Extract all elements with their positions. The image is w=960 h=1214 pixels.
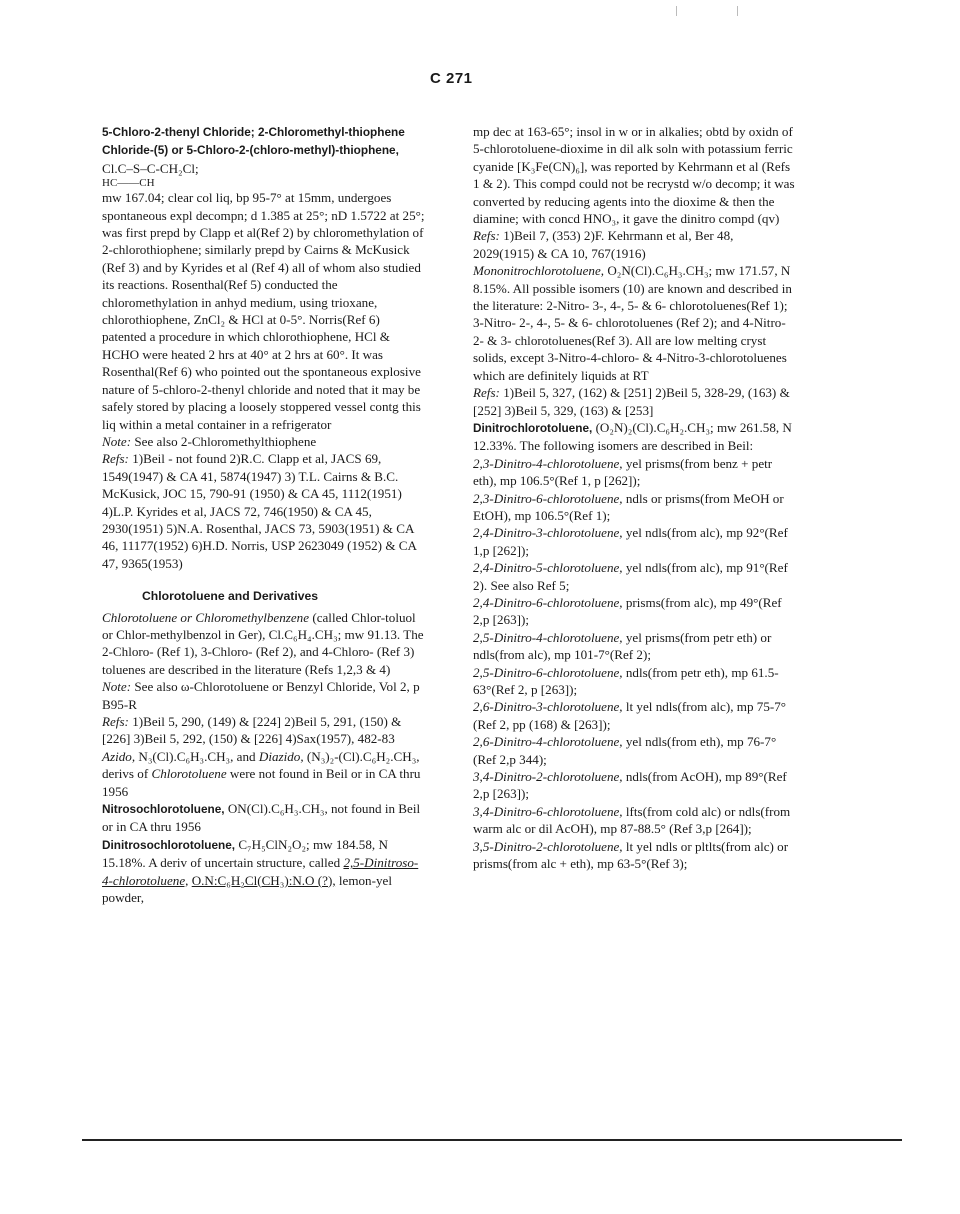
entry-heading: Dinitrochlorotoluene, bbox=[473, 420, 593, 435]
isomer-list bbox=[473, 455, 795, 873]
entry-note: Note: See also 2-Chloromethylthiophene bbox=[102, 433, 317, 449]
entry-heading: Nitrosochlorotoluene, bbox=[102, 802, 225, 817]
entry-heading: Mononitrochlorotoluene, bbox=[473, 263, 605, 279]
section-title: Chlorotoluene and Derivatives bbox=[142, 589, 319, 604]
entry-dinitrochlorotoluene: Dinitrochlorotoluene, (O₂N)₂(Cl).C₆H₂.CH₃; mw 261.58, N 12.33%. The following isomers are described in Beil: bbox=[473, 419, 792, 454]
entry-continuation: mp dec at 163-65°; insol in w or in alkalies; obtd by oxidn of 5-chlorotoluene-dioxime in dil alk soln with potassium ferric cyanide [K₃Fe(CN)₆], was reported by Kehrmann et al (Refs 1 & 2). This compd could not be recrystd w/o decomp; it was converted by reducing agents into the dioxime & then the diamine; with concd HNO₃, it gave the dinitro compd (qv) bbox=[473, 124, 795, 227]
isomer-item: 2,6-Dinitro-3-chlorotoluene, lt yel ndls(from alc), mp 75-7° (Ref 2, pp (168) & [263]); bbox=[473, 699, 787, 732]
isomer-item: 2,3-Dinitro-6-chlorotoluene, ndls or prisms(from MeOH or EtOH), mp 106.5°(Ref 1); bbox=[473, 490, 784, 523]
isomer-item: 3,5-Dinitro-2-chlorotoluene, lt yel ndls or pltlts(from alc) or prisms(from alc + eth), mp 63-5°(Ref 3); bbox=[473, 838, 789, 872]
scan-tick-mark bbox=[737, 6, 738, 16]
footer-rule bbox=[82, 1139, 902, 1141]
isomer-item: 3,4-Dinitro-6-chlorotoluene, lfts(from cold alc) or ndls(from warm alc or dil AcOH), mp 87-88.5° (Ref 3,p [264]); bbox=[473, 803, 791, 837]
structure-fragment: HC——CH bbox=[102, 177, 155, 190]
entry-formula: Cl.C–S–C-CH₂Cl; bbox=[102, 160, 199, 176]
entry-refs: Refs: 1)Beil - not found 2)R.C. Clapp et al, JACS 69, 1549(1947) & CA 41, 5874(1947) 3) T.L. Cairns & B.C. McKusick, JOC 15, 790-91 (1950) & CA 45, 1112(1951) 4)L.P. Kyrides et al, JACS 72, 746(1950) & CA 45, 2930(1951) 5)N.A. Rosenthal, JACS 73, 5903(1951) & CA 46, 11177(1952) 6)H.D. Norris, USP 2623049 (1952) & CA 47, 9365(1953) bbox=[102, 451, 417, 571]
isomer-item: 2,6-Dinitro-4-chlorotoluene, yel ndls(from eth), mp 76-7°(Ref 2,p 344); bbox=[473, 734, 777, 767]
scan-tick-mark bbox=[676, 6, 677, 16]
entry-nitrosochlorotoluene: Nitrosochlorotoluene, ON(Cl).C₆H₃.CH₃, not found in Beil or in CA thru 1956 bbox=[102, 801, 421, 835]
isomer-item: 2,4-Dinitro-5-chlorotoluene, yel ndls(from alc), mp 91°(Ref 2). See also Ref 5; bbox=[473, 560, 788, 593]
isomer-item: 2,4-Dinitro-3-chlorotoluene, yel ndls(from alc), mp 92°(Ref 1,p [262]); bbox=[473, 525, 788, 558]
entry-dinitrosochlorotoluene: Dinitrosochlorotoluene, C₇H₅ClN₂O₂; mw 184.58, N 15.18%. A deriv of uncertain structure, called 2,5-Dinitroso-4-chlorotoluene, O.N:C₆H₂Cl(CH₃):N.O (?), lemon-yel powder, bbox=[102, 836, 419, 906]
entry-refs: Refs: 1)Beil 7, (353) 2)F. Kehrmann et al, Ber 48, 2029(1915) & CA 10, 767(1916) bbox=[473, 228, 734, 261]
isomer-item: 2,4-Dinitro-6-chlorotoluene, prisms(from alc), mp 49°(Ref 2,p [263]); bbox=[473, 594, 782, 628]
entry-mononitrochlorotoluene: Mononitrochlorotoluene, O₂N(Cl).C₆H₃.CH₃; mw 171.57, N 8.15%. All possible isomers (10) are known and described in the literature: 2-Nitro- 3-, 4-, 5- & 6- chlorotoluenes(Ref 1); 3-Nitro- 2-, 4-, 5- & 6- chlorotoluenes (Ref 2); and 4-Nitro- 2- & 3- chlorotoluenes(Ref 3). All are low melting cryst solids, except 3-Nitro-4-chloro- & 4-Nitro-3-chlorotoluenes which are definitely liquids at RT bbox=[473, 263, 792, 383]
entry-refs: Refs: 1)Beil 5, 327, (162) & [251] 2)Beil 5, 328-29, (163) & [252] 3)Beil 5, 329, (163) & [253] bbox=[473, 385, 790, 418]
page-number: C 271 bbox=[430, 70, 473, 87]
isomer-item: 2,5-Dinitro-4-chlorotoluene, yel prisms(from petr eth) or ndls(from alc), mp 101-7°(Ref 2); bbox=[473, 629, 772, 663]
entry-heading: Chlorotoluene or Chloromethylbenzene bbox=[102, 609, 310, 625]
entry-refs: Refs: 1)Beil 5, 290, (149) & [224] 2)Beil 5, 291, (150) & [226] 3)Beil 5, 292, (150) & [226] 4)Sax(1957), 482-83 bbox=[102, 714, 402, 747]
entry-note: Note: See also ω-Chlorotoluene or Benzyl Chloride, Vol 2, p B95-R bbox=[102, 679, 420, 712]
entry-chlorothenyl-chloride bbox=[102, 123, 425, 177]
entry-heading: Dinitrosochlorotoluene, bbox=[102, 837, 236, 852]
entry-heading: 5-Chloro-2-thenyl Chloride; 2-Chloromethyl-thiophene Chloride-(5) or 5-Chloro-2-(chloro-methyl)-thiophene, bbox=[102, 125, 405, 158]
isomer-item: 2,3-Dinitro-4-chlorotoluene, yel prisms(from benz + petr eth), mp 106.5°(Ref 1, p [262]); bbox=[473, 455, 773, 489]
left-column bbox=[102, 123, 425, 906]
entry-azido: Azido, N₃(Cl).C₆H₃.CH₃, and Diazido, (N₃)₂-(Cl).C₆H₂.CH₃, derivs of Chlorotoluene were not found in Beil or in CA thru 1956 bbox=[102, 748, 421, 799]
entry-body: mw 167.04; clear col liq, bp 95-7° at 15mm, undergoes spontaneous expl decompn; d 1.385 at 25°; nD 1.5722 at 25°; was first prepd by Clapp et al(Ref 2) by chloromethylation of 2-chlorothiophene; similarly prepd by Cairns & McKusick (Ref 3) and by Kyrides et al (Ref 4) all of whom also studied its reactions. Rosenthal(Ref 5) conducted the chloromethylation in anhyd medium, using trioxane, chlorothiophene, ZnCl₂ & HCl at 0-5°. Norris(Ref 6) patented a procedure in which chlorothiophene, HCl & HCHO were heated 2 hrs at 40° at 2 hrs at 60°. It was Rosenthal(Ref 6) who pointed out the spontaneous explosive nature of 5-chloro-2-thenyl chloride and noted that it may be safely stored by placing a loosely stoppered vessel contg this liq within a metal container in a refrigerator bbox=[102, 190, 425, 432]
right-column bbox=[473, 123, 795, 872]
isomer-item: 3,4-Dinitro-2-chlorotoluene, ndls(from AcOH), mp 89°(Ref 2,p [263]); bbox=[473, 769, 787, 802]
entry-chlorotoluene: Chlorotoluene or Chloromethylbenzene (called Chlor-toluol or Chlor-methylbenzol in Ger), Cl.C₆H₄.CH₃; mw 91.13. The 2-Chloro- (Ref 1), 3-Chloro- (Ref 2), and 4-Chloro- (Ref 3) toluenes are described in the literature (Refs 1,2,3 & 4) bbox=[102, 609, 424, 677]
isomer-item: 2,5-Dinitro-6-chlorotoluene, ndls(from petr eth), mp 61.5-63°(Ref 2, p [263]); bbox=[473, 664, 779, 697]
